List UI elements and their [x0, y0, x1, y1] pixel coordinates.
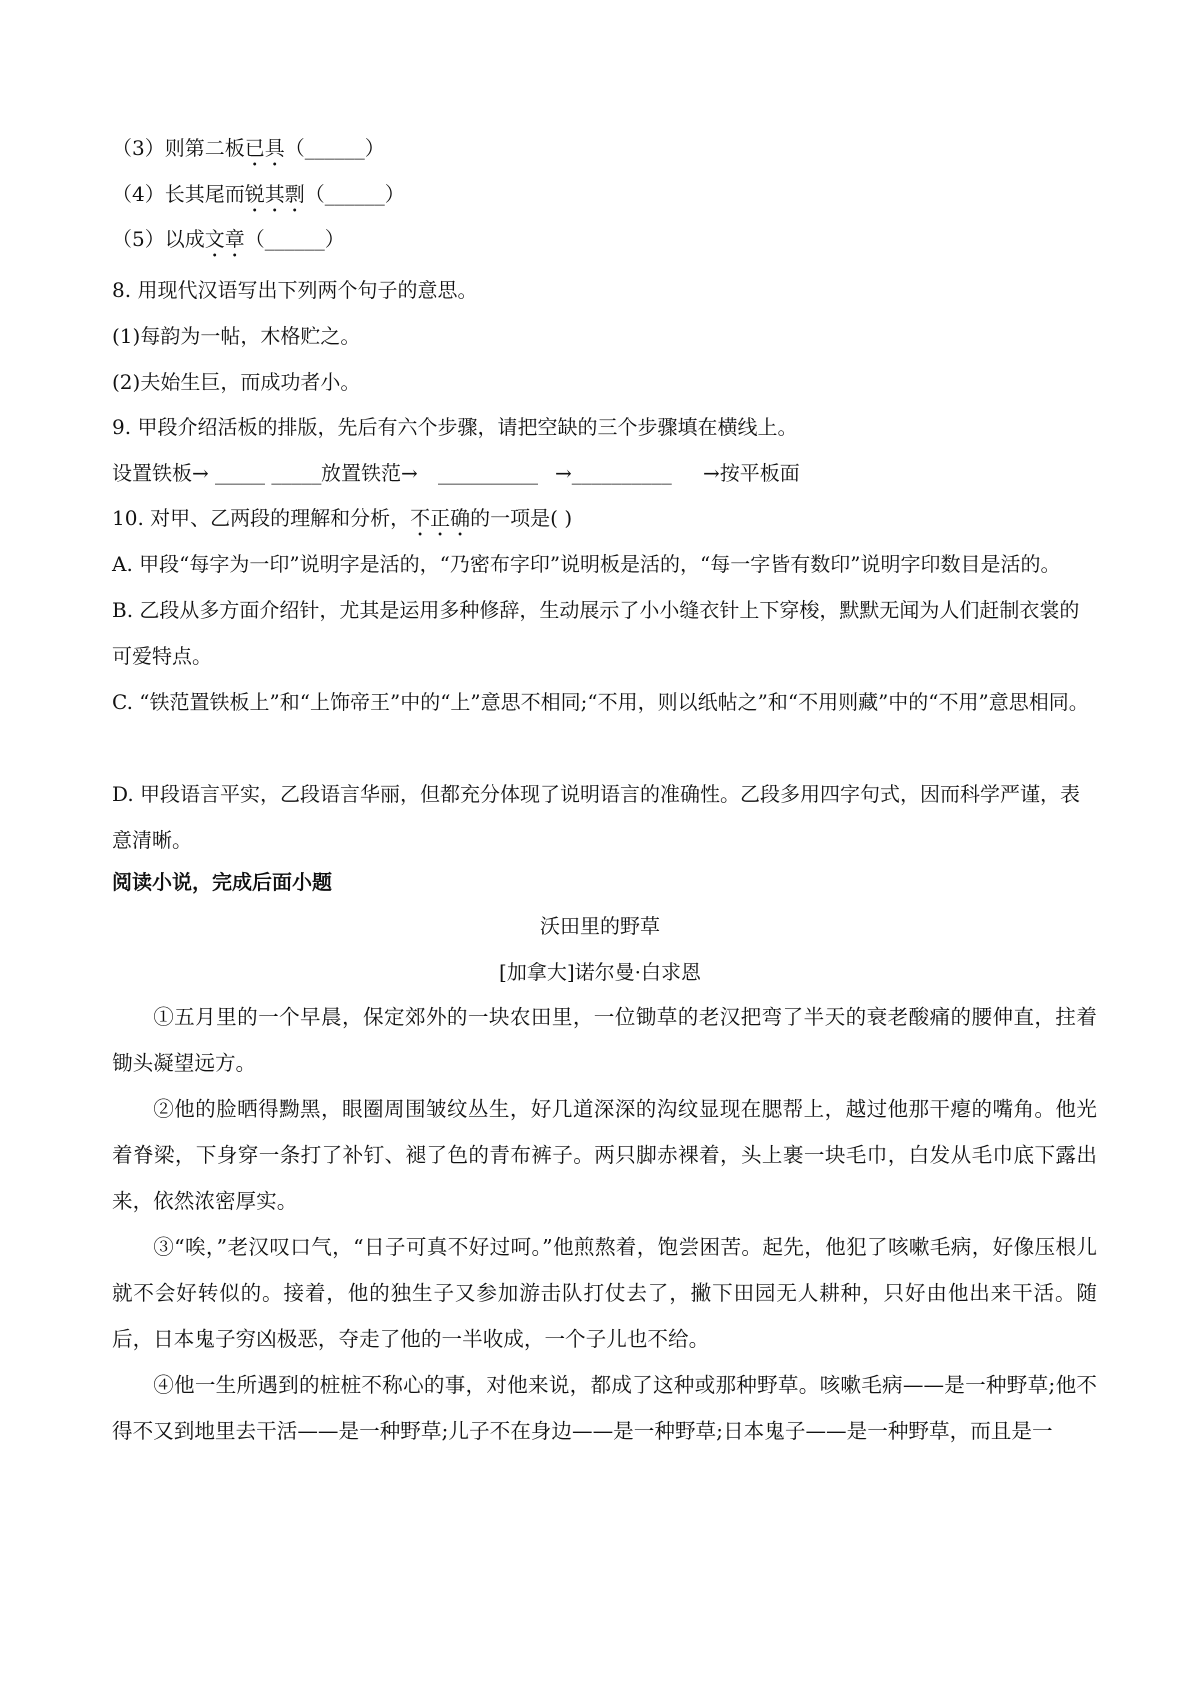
q9-step-1: 设置铁板→	[112, 461, 209, 485]
story-paragraph-4: ④他一生所遇到的桩桩不称心的事，对他来说，都成了这种或那种野草。咳嗽毛病——是一种野草;他不得不又到地里去干活——是一种野草;儿子不在身边——是一种野草;日本鬼子——是一种野草，而且是一	[112, 1373, 1097, 1443]
q7-item-4-emphasis: 锐其剽	[244, 182, 305, 206]
q9-step-2: 放置铁范→	[321, 461, 418, 485]
q10-stem	[112, 504, 572, 541]
q10-option-d: D. 甲段语言平实，乙段语言华丽，但都充分体现了说明语言的准确性。乙段多用四字句式，因而科学严谨，表意清晰。	[112, 782, 1081, 852]
q9-steps	[112, 459, 1097, 487]
q7-item-3-blank: （______）	[284, 136, 385, 160]
q8-sentence-1: (1)每韵为一帖，木格贮之。	[112, 324, 361, 348]
q9-blank-2: __________	[438, 461, 538, 485]
q10-option-b: B. 乙段从多方面介绍针，尤其是运用多种修辞，生动展示了小小缝衣针上下穿梭，默默无闻为人们赶制衣裳的可爱特点。	[112, 598, 1080, 668]
q10-option-a: A. 甲段“每字为一印”说明字是活的，“乃密布字印”说明板是活的，“每一字皆有数印”说明字印数目是活的。	[112, 552, 1061, 576]
q7-item-3-text: （3）则第二板	[112, 136, 245, 160]
q7-item-5-blank: （______）	[244, 227, 345, 251]
q10-stem-bracket: 的一项是( )	[470, 506, 573, 530]
q7-item-3-emphasis: 已具	[244, 136, 285, 160]
q9-stem: 9. 甲段介绍活板的排版，先后有六个步骤，请把空缺的三个步骤填在横线上。	[112, 415, 798, 439]
q10-option-c: C. “铁范置铁板上”和“上饰帝王”中的“上”意思不相同;“不用，则以纸帖之”和“不用则藏”中的“不用”意思相同。	[112, 690, 1089, 714]
q10-stem-text: 10. 对甲、乙两段的理解和分析，	[112, 506, 411, 530]
section-heading: 阅读小说，完成后面小题	[112, 870, 332, 894]
q10-stem-emphasis: 不正确	[410, 506, 471, 530]
q7-item-3	[112, 134, 385, 171]
q9-step-3: →按平板面	[703, 461, 800, 485]
q8-stem: 8. 用现代汉语写出下列两个句子的意思。	[112, 278, 478, 302]
q7-item-4-blank: （______）	[304, 182, 405, 206]
q7-item-4-text: （4）长其尾而	[112, 182, 245, 206]
q9-blank-1: _____ _____	[215, 461, 322, 485]
story-paragraph-2: ②他的脸晒得黝黑，眼圈周围皱纹丛生，好几道深深的沟纹显现在腮帮上，越过他那干瘪的嘴角。他光着脊梁，下身穿一条打了补钉、褪了色的青布裤子。两只脚赤裸着，头上裹一块毛巾，白发从毛巾底下露出来，依然浓密厚实。	[112, 1097, 1097, 1213]
q7-item-4	[112, 180, 405, 217]
q7-item-5-emphasis: 文章	[204, 227, 245, 251]
q7-item-5	[112, 225, 345, 262]
q7-item-5-text: （5）以成	[112, 227, 205, 251]
story-title: 沃田里的野草	[540, 914, 660, 938]
story-author: [加拿大]诺尔曼·白求恩	[499, 960, 701, 984]
q8-sentence-2: (2)夫始生巨，而成功者小。	[112, 370, 361, 394]
story-paragraph-1: ①五月里的一个早晨，保定郊外的一块农田里，一位锄草的老汉把弯了半天的衰老酸痛的腰伸直，拄着锄头凝望远方。	[112, 1005, 1097, 1075]
story-paragraph-3: ③“唉，”老汉叹口气，“日子可真不好过呵。”他煎熬着，饱尝困苦。起先，他犯了咳嗽毛病，好像压根儿就不会好转似的。接着，他的独生子又参加游击队打仗去了，撇下田园无人耕种，只好由他出来干活。随后，日本鬼子穷凶极恶，夺走了他的一半收成，一个子儿也不给。	[112, 1235, 1097, 1351]
q9-blank-3: →__________	[555, 461, 672, 485]
